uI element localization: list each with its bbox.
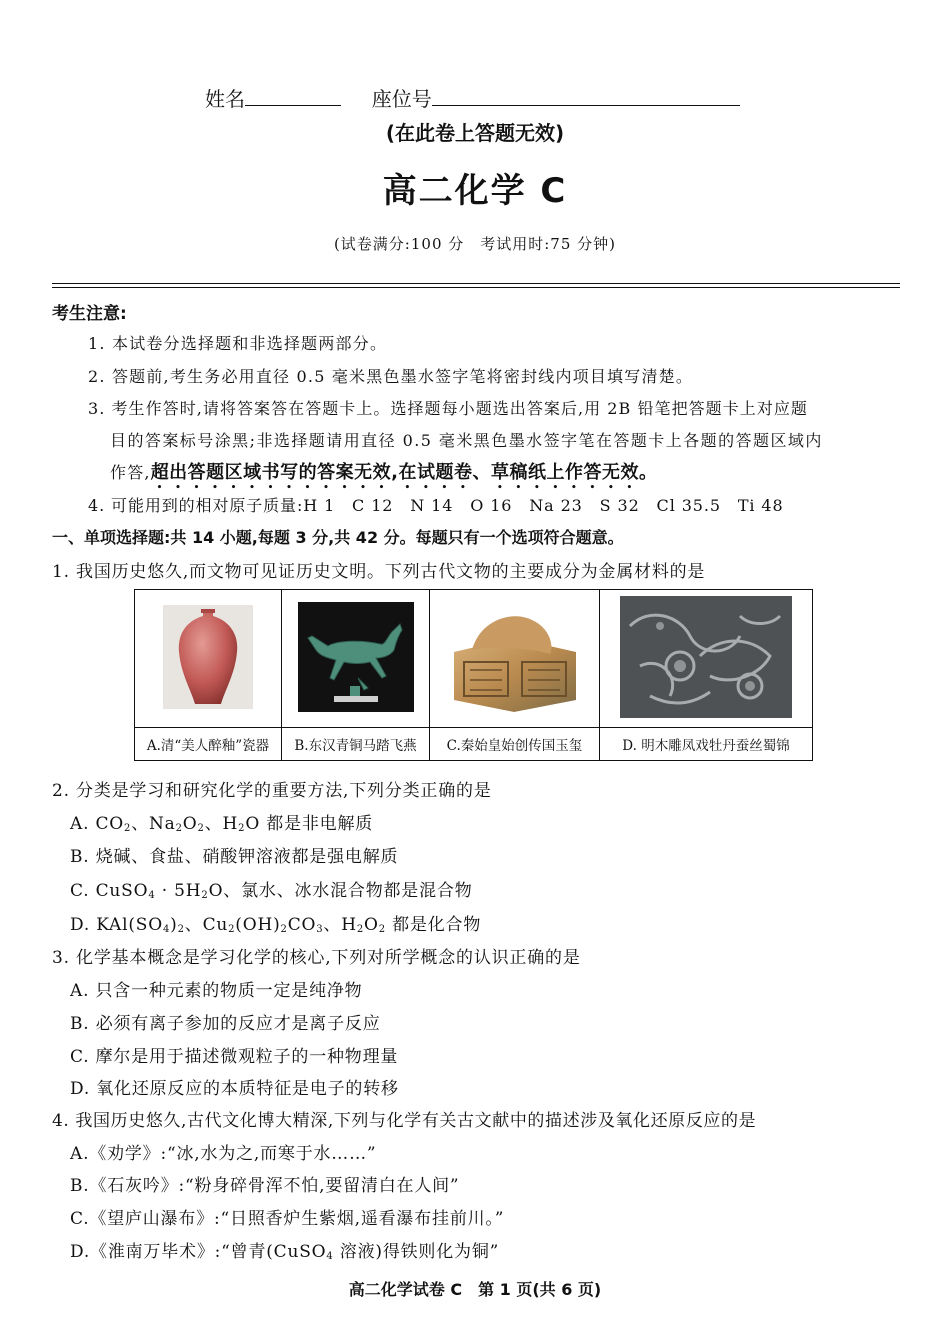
question-2-stem: 2. 分类是学习和研究化学的重要方法,下列分类正确的是 [52, 781, 492, 801]
relic-image-c [430, 590, 600, 728]
question-4-option-a: A.《劝学》:“冰,水为之,而寒于水……” [70, 1144, 377, 1164]
question-3-option-d: D. 氧化还原反应的本质特征是电子的转移 [70, 1079, 399, 1099]
question-2-option-b: B. 烧碱、食盐、硝酸钾溶液都是强电解质 [70, 847, 399, 867]
question-4-option-b: B.《石灰吟》:“粉身碎骨浑不怕,要留清白在人间” [70, 1176, 460, 1196]
notice-item-3-line-1: 3. 考生作答时,请将答案答在答题卡上。选择题每小题选出答案后,用 2B 铅笔把答题卡上对应题 [88, 399, 808, 418]
wood-carving-image [620, 596, 792, 718]
notice-heading: 考生注意: [52, 304, 127, 324]
seat-label: 座位号 [371, 87, 432, 111]
header-rule [52, 283, 900, 284]
relic-caption-d: D. 明木雕凤戏牡丹蚕丝蜀锦 [600, 728, 813, 761]
question-1-stem: 1. 我国历史悠久,而文物可见证历史文明。下列古代文物的主要成分为金属材料的是 [52, 562, 706, 582]
section-1-heading: 一、单项选择题:共 14 小题,每题 3 分,共 42 分。每题只有一个选项符合题意。 [52, 528, 624, 547]
notice-item-1: 1. 本试卷分选择题和非选择题两部分。 [88, 334, 388, 353]
exam-title: 高二化学 C [382, 171, 568, 211]
relic-caption-c: C.秦始皇始创传国玉玺 [430, 728, 600, 761]
exam-subtitle: (试卷满分:100 分 考试用时:75 分钟) [333, 235, 617, 253]
question-3-option-b: B. 必须有离子参加的反应才是离子反应 [70, 1014, 381, 1034]
notice-item-2: 2. 答题前,考生务必用直径 0.5 毫米黑色墨水签字笔将密封线内项目填写清楚。 [88, 367, 694, 386]
invalid-answer-note: (在此卷上答题无效) [385, 121, 565, 145]
question-2-option-a: A. $CO_2$、$Na_2O_2$、$H_2O$ 都是非电解质 [70, 814, 374, 834]
seat-blank [432, 87, 740, 106]
candidate-info-line [205, 83, 740, 112]
question-3-option-a: A. 只含一种元素的物质一定是纯净物 [70, 981, 363, 1001]
relic-image-d [600, 590, 813, 728]
porcelain-vase-image [163, 605, 253, 709]
notice-emphasis: 超出答题区域书写的答案无效,在试题卷、草稿纸上作答无效。 [150, 462, 658, 483]
notice-item-3-line-3 [110, 458, 658, 493]
notice-item-4: 4. 可能用到的相对原子质量:H 1 C 12 N 14 O 16 Na 23 S 32 Cl 35.5 Ti 48 [88, 496, 784, 515]
question-2-option-c: C. CuSO$_4$ · $5H_2O$、氯水、冰水混合物都是混合物 [70, 881, 473, 901]
question-4-option-d: D.《淮南万毕术》:“曾青(CuSO$_4$ 溶液)得铁则化为铜” [70, 1242, 500, 1262]
notice-item-3-prefix: 作答, [110, 463, 151, 482]
relic-image-a [135, 590, 282, 728]
question-2-option-d: D. $KAl(SO_4)_2$、$Cu_2(OH)_2CO_3$、$H_2O_2$ 都是化合物 [70, 915, 482, 935]
bronze-horse-image [298, 602, 414, 712]
relic-image-b [282, 590, 430, 728]
header-rule-thin [52, 287, 900, 288]
question-3-option-c: C. 摩尔是用于描述微观粒子的一种物理量 [70, 1047, 399, 1067]
question-4-option-c: C.《望庐山瀑布》:“日照香炉生紫烟,遥看瀑布挂前川。” [70, 1209, 505, 1229]
name-label: 姓名 [205, 87, 245, 111]
notice-item-3-line-2: 目的答案标号涂黑;非选择题请用直径 0.5 毫米黑色墨水签字笔在答题卡上各题的答题区域内 [110, 431, 823, 450]
relic-caption-a: A.清“美人醉釉”瓷器 [135, 728, 282, 761]
question-1-relic-table [134, 589, 813, 761]
jade-seal-image [444, 600, 586, 714]
name-blank [245, 87, 341, 106]
relic-caption-b: B.东汉青铜马踏飞燕 [282, 728, 430, 761]
page-footer: 高二化学试卷 C 第 1 页(共 6 页) [348, 1280, 602, 1299]
question-4-stem: 4. 我国历史悠久,古代文化博大精深,下列与化学有关古文献中的描述涉及氧化还原反应的是 [52, 1111, 757, 1131]
question-3-stem: 3. 化学基本概念是学习化学的核心,下列对所学概念的认识正确的是 [52, 948, 581, 968]
